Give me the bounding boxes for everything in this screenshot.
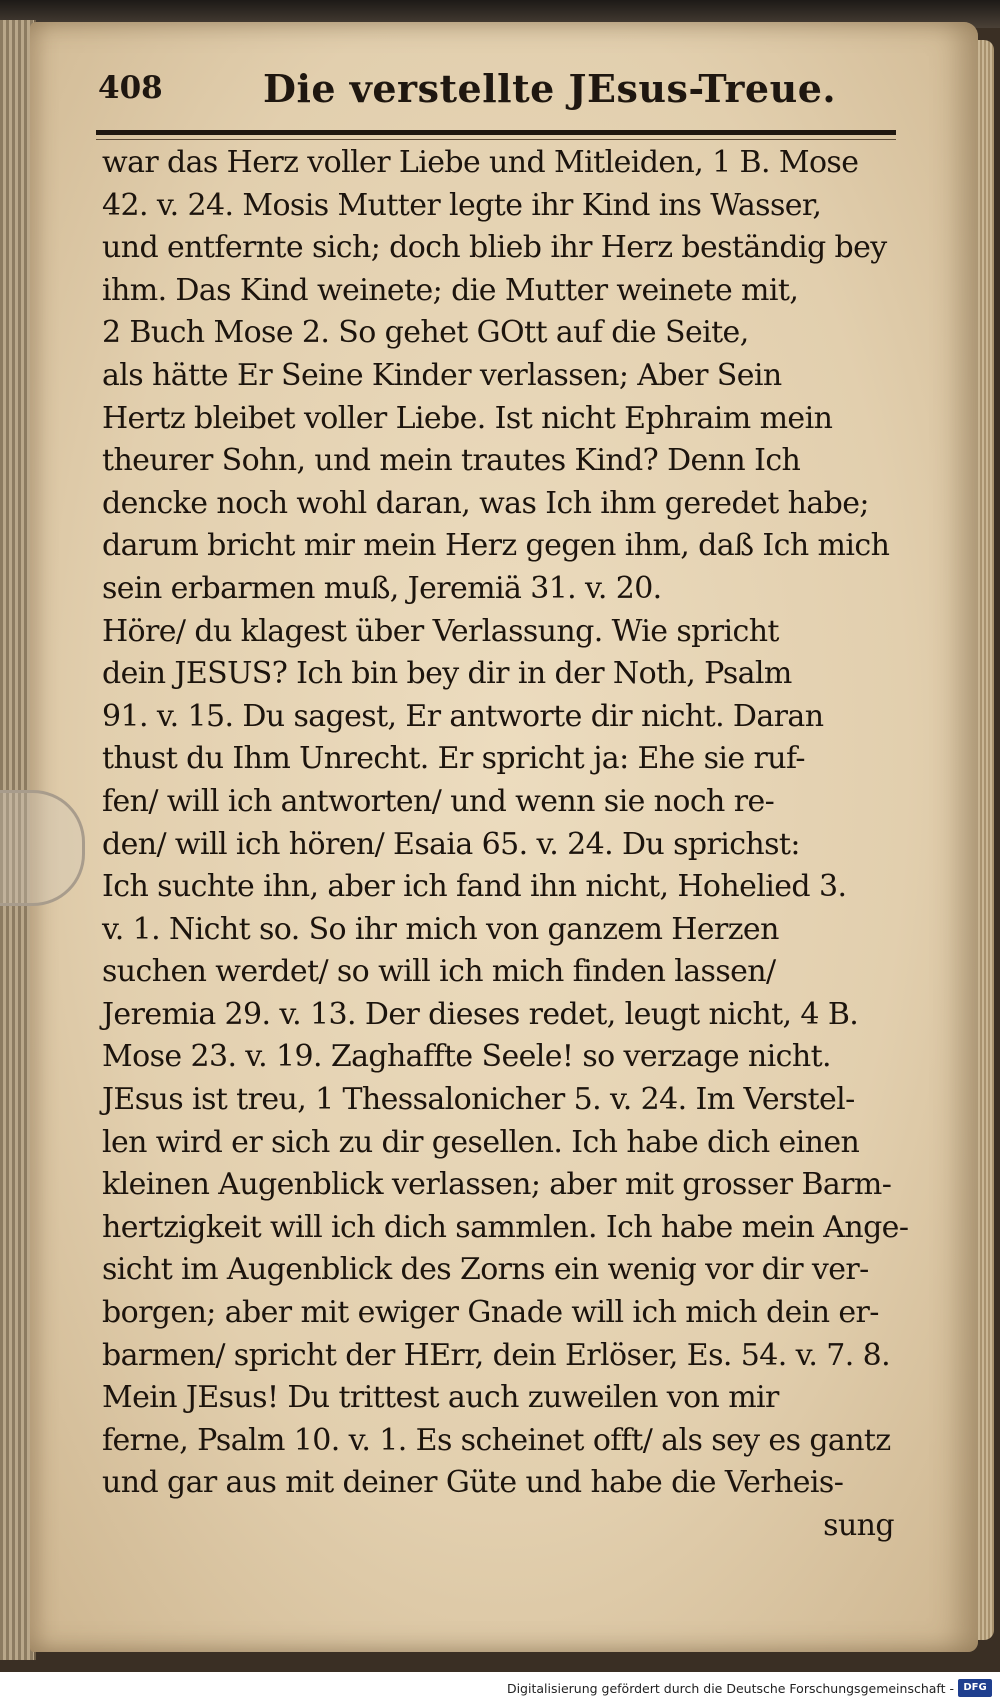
text-line: suchen werdet/ so will ich mich finden lassen/ [102, 954, 776, 990]
header-rule-thin [96, 139, 896, 140]
digitization-credit: Digitalisierung gefördert durch die Deutsche Forschungsgemeinschaft - [506, 1681, 954, 1696]
text-line: war das Herz voller Liebe und Mitleiden, 1 B. Mose [102, 145, 859, 180]
body-text [102, 142, 922, 1548]
text-line: den/ will ich hören/ Esaia 65. v. 24. Du sprichst: [102, 826, 800, 862]
page-header [98, 66, 898, 126]
text-line: borgen; aber mit ewiger Gnade will ich mich dein er- [102, 1295, 879, 1331]
text-line: 2 Buch Mose 2. So gehet GOtt auf die Seite, [102, 315, 749, 351]
text-line: als hätte Er Seine Kinder verlassen; Aber Sein [102, 357, 782, 393]
page-number: 408 [98, 70, 163, 106]
text-line: JEsus ist treu, 1 Thessalonicher 5. v. 24. Im Verstel- [102, 1082, 855, 1118]
text-line: v. 1. Nicht so. So ihr mich von ganzem Herzen [102, 911, 779, 947]
text-line: sein erbarmen muß, Jeremiä 31. v. 20. [102, 570, 662, 606]
text-line: barmen/ spricht der HErr, dein Erlöser, Es. 54. v. 7. 8. [102, 1337, 891, 1373]
text-line: kleinen Augenblick verlassen; aber mit grosser Barm- [102, 1167, 892, 1203]
text-line: darum bricht mir mein Herz gegen ihm, daß Ich mich [102, 528, 890, 564]
text-line: ihm. Das Kind weinete; die Mutter weinete mit, [102, 272, 799, 308]
text-line: dencke noch wohl daran, was Ich ihm geredet habe; [102, 485, 869, 521]
running-title: Die verstellte JEsus-Treue. [263, 66, 837, 111]
text-line: Jeremia 29. v. 13. Der dieses redet, leugt nicht, 4 B. [102, 996, 859, 1032]
text-line: dein JESUS? Ich bin bey dir in der Noth, Psalm [102, 656, 792, 692]
text-line: 42. v. 24. Mosis Mutter legte ihr Kind ins Wasser, [102, 187, 822, 223]
text-line: Höre/ du klagest über Verlassung. Wie spricht [102, 613, 779, 649]
text-line: fen/ will ich antworten/ und wenn sie noch re- [102, 783, 775, 819]
footer-bar [0, 1672, 1000, 1705]
text-line: und entfernte sich; doch blieb ihr Herz beständig bey [102, 230, 887, 266]
text-line: sung [823, 1508, 894, 1543]
text-line: thust du Ihm Unrecht. Er spricht ja: Ehe sie ruf- [102, 741, 805, 777]
text-line: sicht im Augenblick des Zorns ein wenig vor dir ver- [102, 1252, 869, 1288]
text-line: ferne, Psalm 10. v. 1. Es scheinet offt/ als sey es gantz [102, 1422, 891, 1458]
dfg-logo: DFG [958, 1679, 992, 1697]
text-line: Ich suchte ihn, aber ich fand ihn nicht, Hohelied 3. [102, 869, 847, 905]
text-line: hertzigkeit will ich dich sammlen. Ich habe mein Ange- [102, 1209, 909, 1245]
text-line: theurer Sohn, und mein trautes Kind? Denn Ich [102, 443, 801, 479]
text-line: Mein JEsus! Du trittest auch zuweilen von mir [102, 1380, 779, 1416]
header-rule [96, 130, 896, 135]
text-line: 91. v. 15. Du sagest, Er antworte dir nicht. Daran [102, 698, 824, 734]
text-line: len wird er sich zu dir gesellen. Ich habe dich einen [102, 1124, 860, 1160]
text-line: Mose 23. v. 19. Zaghaffte Seele! so verzage nicht. [102, 1039, 831, 1075]
text-line: und gar aus mit deiner Güte und habe die Verheis- [102, 1465, 844, 1501]
text-line: Hertz bleibet voller Liebe. Ist nicht Ephraim mein [102, 400, 833, 436]
